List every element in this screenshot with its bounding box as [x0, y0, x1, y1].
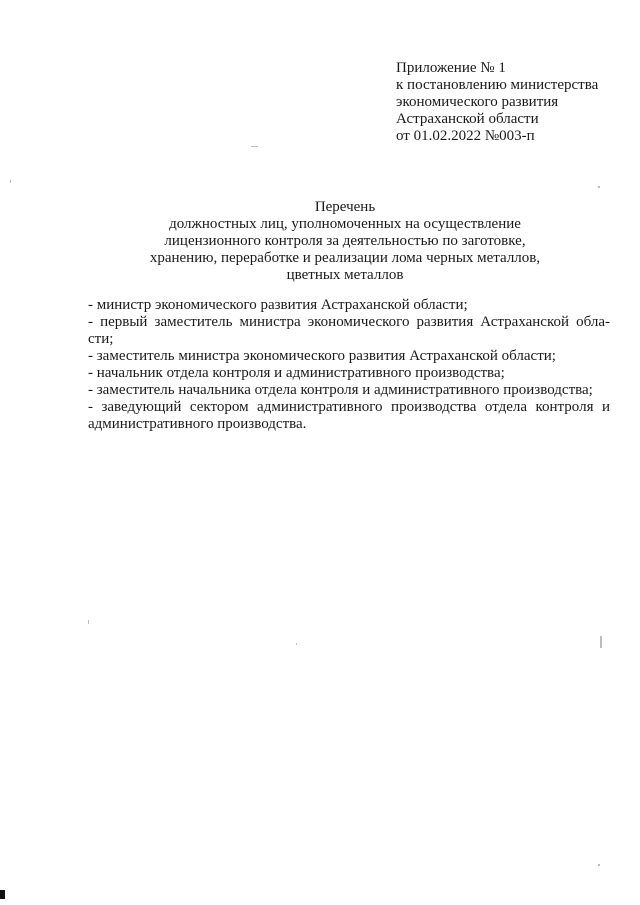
- appendix-date-number: от 01.02.2022 №003-п: [396, 128, 535, 144]
- title-line-1: должностных лиц, уполномоченных на осуществление: [169, 216, 521, 232]
- title-line-3: хранению, переработке и реализации лома черных металлов,: [149, 250, 541, 266]
- title-line-4: цветных металлов: [286, 267, 404, 283]
- document-title: [80, 199, 610, 284]
- appendix-ministry-line: экономического развития: [396, 94, 559, 110]
- list-item: - заместитель министра экономического развития Астраханской области;: [88, 348, 556, 364]
- list-item: - начальник отдела контроля и административного производства;: [88, 365, 505, 381]
- scan-speck: [600, 636, 602, 648]
- officials-list: [88, 297, 610, 433]
- appendix-header: [396, 60, 626, 145]
- list-item: - первый заместитель министра экономического развития Астраханской обла-сти;: [88, 314, 610, 347]
- list-item: - заместитель начальника отдела контроля и административного производства;: [88, 382, 593, 398]
- title-line-2: лицензионного контроля за деятельностью по заготовке,: [164, 233, 526, 249]
- appendix-number: Приложение № 1: [396, 60, 506, 76]
- scan-speck: [251, 146, 258, 147]
- list-item: - министр экономического развития Астраханской области;: [88, 297, 468, 313]
- scan-corner-mark: [0, 890, 5, 899]
- scan-speck: [296, 643, 297, 645]
- scan-speck: [598, 864, 600, 866]
- appendix-resolution-line: к постановлению министерства: [396, 77, 599, 93]
- scan-speck: [10, 180, 11, 183]
- scan-speck: [88, 620, 89, 624]
- list-item: - заведующий сектором административного производства отдела контроля и административного производства.: [88, 399, 610, 432]
- scan-speck: [598, 186, 600, 188]
- appendix-region-line: Астраханской области: [396, 111, 539, 127]
- title-heading: Перечень: [314, 199, 376, 215]
